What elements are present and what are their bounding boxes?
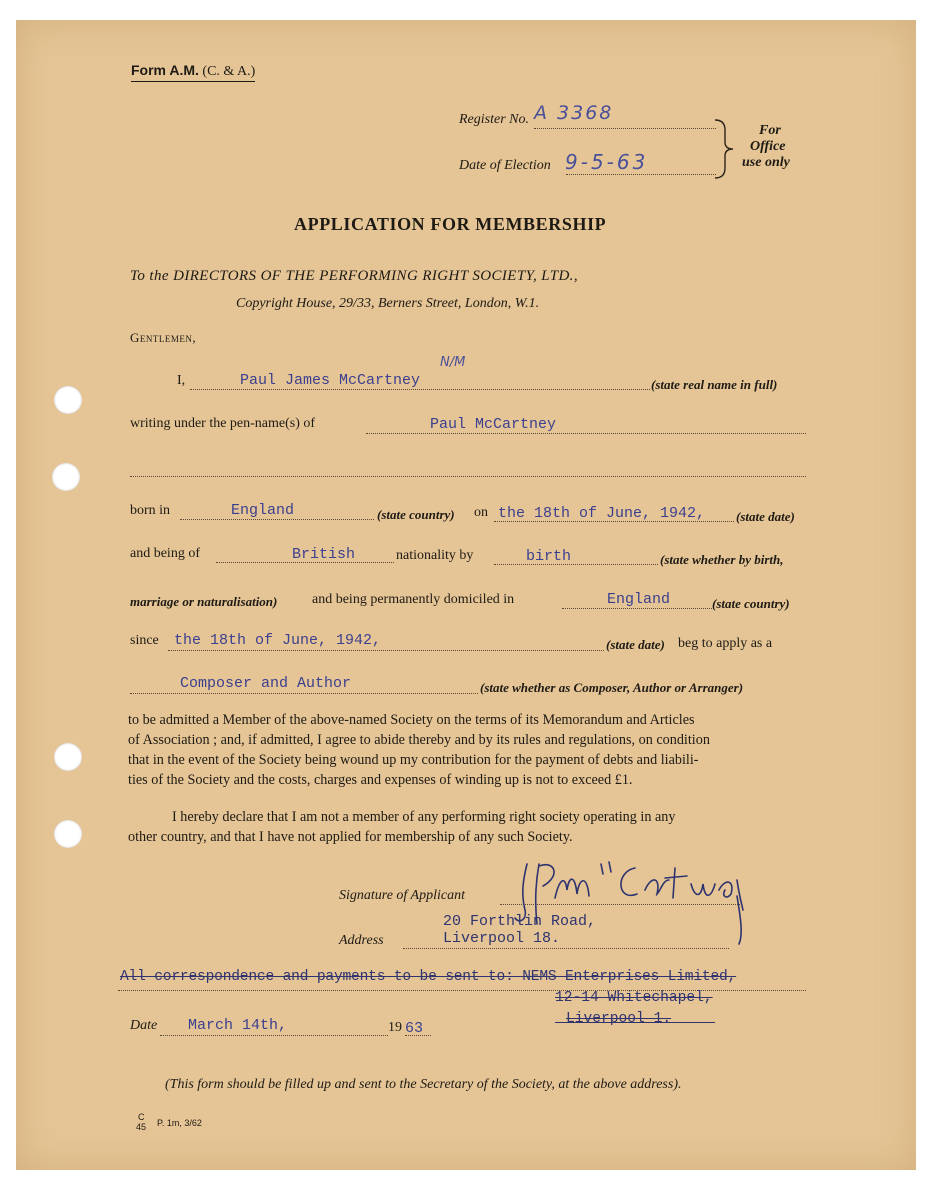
form-code-variant: (C. & A.) xyxy=(202,64,256,79)
correspondence-line2: 12-14 Whitechapel, xyxy=(555,990,713,1006)
date-dotline xyxy=(160,1035,388,1036)
register-dotline xyxy=(534,128,716,129)
domicile-hint: (state country) xyxy=(712,596,790,611)
salutation: Gentlemen, xyxy=(130,330,197,345)
election-value: 9-5-63 xyxy=(565,150,649,174)
nationality-how-dotline xyxy=(494,564,658,565)
form-code xyxy=(131,62,255,82)
terms-line-4: ties of the Society and the costs, charges and expenses of winding up is not to exceed £1. xyxy=(128,772,633,788)
since-label: since xyxy=(130,633,159,648)
penname-label: writing under the pen-name(s) of xyxy=(130,416,316,431)
born-value: England xyxy=(231,502,295,519)
form-title: APPLICATION FOR MEMBERSHIP xyxy=(294,214,607,234)
correspondence-strike xyxy=(555,1022,715,1023)
office-note-1: For xyxy=(759,123,781,138)
address-line1: 20 Forthlin Road, xyxy=(443,913,597,930)
election-dotline xyxy=(566,174,716,175)
name-value: Paul James McCartney xyxy=(240,372,421,389)
year-dotline xyxy=(405,1035,431,1036)
name-prefix: I, xyxy=(177,373,186,388)
office-note-2: Office xyxy=(750,139,786,154)
year-value: 63 xyxy=(405,1020,424,1037)
nationality-value: British xyxy=(292,546,356,563)
date-value: March 14th, xyxy=(188,1017,288,1034)
penname-dotline xyxy=(366,433,806,434)
declare-line-1: I hereby declare that I am not a member of any performing right society operating in any xyxy=(172,809,676,825)
since-dotline xyxy=(168,650,604,651)
declare-line-2: other country, and that I have not applied for membership of any such Society. xyxy=(128,829,573,845)
address-line2: Liverpool 18. xyxy=(443,930,561,947)
penname-dotline-2 xyxy=(130,476,806,477)
office-brace xyxy=(713,118,735,180)
addressee-line1: To the DIRECTORS OF THE PERFORMING RIGHT SOCIETY, LTD., xyxy=(130,268,578,284)
office-note-3: use only xyxy=(742,155,790,170)
print-ref: P. 1m, 3/62 xyxy=(157,1118,202,1128)
nationality-hint: (state whether by birth, xyxy=(660,552,784,567)
penname-value: Paul McCartney xyxy=(430,416,557,433)
name-dotline xyxy=(190,389,650,390)
nationality-by: nationality by xyxy=(396,548,474,563)
role-dotline xyxy=(130,693,478,694)
correspondence-line3: Liverpool 1. xyxy=(566,1011,672,1027)
role-value: Composer and Author xyxy=(180,675,352,692)
punch-hole xyxy=(52,463,80,491)
on-label: on xyxy=(474,505,488,520)
born-dotline xyxy=(180,519,374,520)
nationality-how: birth xyxy=(526,548,572,565)
born-hint: (state country) xyxy=(377,507,455,522)
punch-hole xyxy=(54,820,82,848)
punch-hole xyxy=(54,386,82,414)
role-hint: (state whether as Composer, Author or Arranger) xyxy=(480,680,744,695)
print-code-num: 45 xyxy=(136,1122,147,1132)
born-label: born in xyxy=(130,503,171,518)
print-code-c: C xyxy=(138,1112,145,1122)
year-prefix: 19 xyxy=(388,1020,402,1035)
terms-line-2: of Association ; and, if admitted, I agree to abide thereby and by its rules and regulations, on condition xyxy=(128,732,710,748)
domicile-value: England xyxy=(607,591,671,608)
apply-text: beg to apply as a xyxy=(678,636,773,651)
domicile-label: and being permanently domiciled in xyxy=(312,592,515,607)
addressee-line2: Copyright House, 29/33, Berners Street, London, W.1. xyxy=(236,296,540,311)
nationality-label: and being of xyxy=(130,546,200,561)
register-label: Register No. xyxy=(459,112,529,127)
punch-hole xyxy=(54,743,82,771)
since-hint: (state date) xyxy=(606,637,665,652)
naturalisation-hint: marriage or naturalisation) xyxy=(130,594,278,609)
dob-hint: (state date) xyxy=(736,509,795,524)
election-label: Date of Election xyxy=(459,158,551,173)
signature-label: Signature of Applicant xyxy=(339,888,465,903)
address-label: Address xyxy=(339,933,384,948)
domicile-dotline xyxy=(562,608,712,609)
address-dotline xyxy=(403,948,729,949)
correspondence-line1: All correspondence and payments to be sent to: NEMS Enterprises Limited, xyxy=(120,969,737,985)
form-code-main: Form A.M. xyxy=(131,62,199,78)
dob-value: the 18th of June, 1942, xyxy=(498,505,706,522)
footer-note: (This form should be filled up and sent to the Secretary of the Society, at the above address). xyxy=(165,1077,682,1092)
terms-line-1: to be admitted a Member of the above-named Society on the terms of its Memorandum and Articles xyxy=(128,712,695,728)
date-label: Date xyxy=(130,1018,158,1033)
since-value: the 18th of June, 1942, xyxy=(174,632,382,649)
name-initials: N/M xyxy=(440,355,466,370)
register-value: A 3368 xyxy=(534,102,614,124)
name-hint: (state real name in full) xyxy=(651,377,778,392)
terms-line-3: that in the event of the Society being wound up my contribution for the payment of debts and liabili- xyxy=(128,752,699,768)
